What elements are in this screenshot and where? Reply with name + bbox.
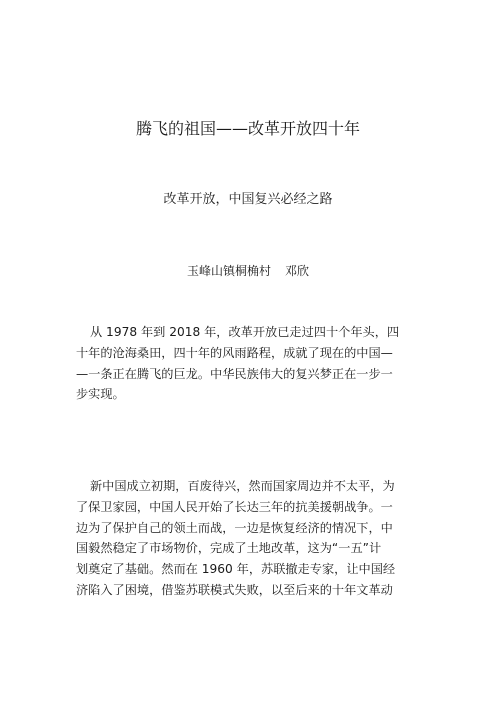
paragraph-line: —一条正在腾飞的巨龙。中华民族伟大的复兴梦正在一步一 bbox=[76, 366, 393, 381]
paragraph-line: 步实现。 bbox=[76, 387, 125, 402]
paragraph-line: 了保卫家园，中国人民开始了长达三年的抗美援朝战争。一 bbox=[76, 499, 393, 514]
paragraph-1 bbox=[76, 322, 424, 405]
paragraph-line: 国毅然稳定了市场物价，完成了土地改革，这为“一五”计 bbox=[76, 541, 382, 556]
paragraph-line: 从 1978 年到 2018 年，改革开放已走过四十个年头，四 bbox=[90, 325, 400, 339]
paragraph-line: 划奠定了基础。然而在 1960 年，苏联撤走专家，让中国经 bbox=[76, 562, 396, 577]
author-place: 玉峰山镇桐桷村 bbox=[186, 264, 271, 278]
paragraph-line: 新中国成立初期，百废待兴，然而国家周边并不太平，为 bbox=[90, 479, 395, 493]
author-line bbox=[0, 261, 496, 281]
document-title: 腾飞的祖国——改革开放四十年 bbox=[135, 119, 360, 138]
document-subtitle: 改革开放，中国复兴必经之路 bbox=[163, 192, 333, 207]
paragraph-line: 边为了保护自己的领土而战，一边是恢复经济的情况下，中 bbox=[76, 520, 393, 535]
author-name: 邓欣 bbox=[285, 264, 310, 278]
paragraph-line: 济陷入了困境，借鉴苏联模式失败，以至后来的十年文革动 bbox=[76, 582, 393, 597]
paragraph-2 bbox=[76, 476, 424, 601]
paragraph-line: 十年的沧海桑田，四十年的风雨路程，成就了现在的中国— bbox=[76, 345, 393, 360]
